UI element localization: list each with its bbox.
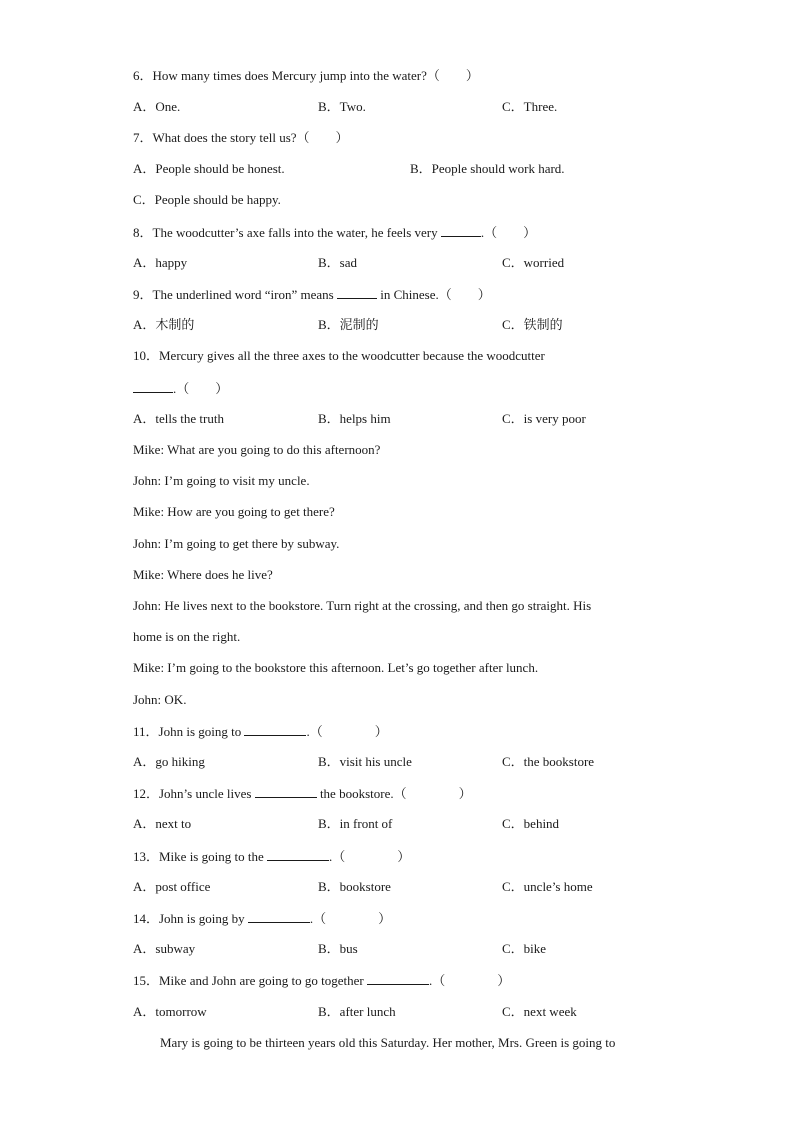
question-10-stem: 10．Mercury gives all the three axes to the woodcutter because the woodcutter [133, 348, 545, 363]
question-15-stem [133, 972, 510, 989]
question-12-stem-text: 12．John’s uncle lives [133, 786, 252, 801]
question-8-option-c[interactable]: C．worried [502, 255, 565, 270]
question-15-option-c[interactable]: C．next week [502, 1004, 577, 1019]
question-15-option-a[interactable]: A．tomorrow [133, 1004, 207, 1019]
question-12-option-b[interactable]: B．in front of [318, 816, 393, 831]
answer-blank[interactable] [267, 848, 329, 861]
dialogue-line: Mike: Where does he live? [133, 567, 273, 582]
question-14-option-c[interactable]: C．bike [502, 941, 547, 956]
question-9-stem-end: in Chinese.（ ） [380, 287, 491, 302]
answer-blank[interactable] [255, 785, 317, 798]
question-12-option-c[interactable]: C．behind [502, 816, 560, 831]
question-7-option-c[interactable]: C．People should be happy. [133, 192, 281, 207]
question-11-option-b[interactable]: B．visit his uncle [318, 754, 412, 769]
question-13-stem-end: .（ ） [328, 849, 411, 864]
answer-blank[interactable] [337, 286, 377, 299]
question-6-option-c[interactable]: C．Three. [502, 99, 558, 114]
question-9-option-c[interactable]: C．铁制的 [502, 317, 563, 332]
passage-paragraph: Mary is going to be thirteen years old this Saturday. Her mother, Mrs. Green is going to [160, 1035, 616, 1050]
question-11-stem [133, 723, 388, 740]
question-15-option-b[interactable]: B．after lunch [318, 1004, 396, 1019]
question-13-stem [133, 848, 410, 865]
question-13-option-c[interactable]: C．uncle’s home [502, 879, 593, 894]
dialogue-line: John: I’m going to visit my uncle. [133, 473, 310, 488]
question-10-option-a[interactable]: A．tells the truth [133, 411, 224, 426]
question-9-stem-text: 9．The underlined word “iron” means [133, 287, 334, 302]
question-9-option-a[interactable]: A．木制的 [133, 317, 195, 332]
question-10-option-c[interactable]: C．is very poor [502, 411, 586, 426]
question-13-option-b[interactable]: B．bookstore [318, 879, 391, 894]
question-13-option-a[interactable]: A．post office [133, 879, 211, 894]
question-8-stem-text: 8．The woodcutter’s axe falls into the water, he feels very [133, 225, 438, 240]
question-8-stem-end: .（ ） [480, 225, 537, 240]
answer-blank[interactable] [244, 723, 306, 736]
question-14-stem-end: .（ ） [309, 911, 392, 926]
question-7-stem: 7．What does the story tell us?（ ） [133, 130, 349, 145]
question-6-stem: 6．How many times does Mercury jump into the water?（ ） [133, 68, 479, 83]
question-8-option-a[interactable]: A．happy [133, 255, 188, 270]
question-6-option-b[interactable]: B．Two. [318, 99, 366, 114]
question-11-stem-end: .（ ） [306, 724, 388, 739]
question-8-option-b[interactable]: B．sad [318, 255, 358, 270]
question-14-option-b[interactable]: B．bus [318, 941, 358, 956]
dialogue-line: Mike: How are you going to get there? [133, 504, 335, 519]
question-7-option-b[interactable]: B．People should work hard. [410, 161, 565, 176]
answer-blank[interactable] [367, 972, 429, 985]
dialogue-line: Mike: What are you going to do this afternoon? [133, 442, 381, 457]
question-10-stem-cont [133, 380, 228, 397]
question-8-stem [133, 224, 536, 241]
question-15-stem-end: .（ ） [428, 973, 511, 988]
dialogue-line: home is on the right. [133, 629, 241, 644]
question-11-option-c[interactable]: C．the bookstore [502, 754, 595, 769]
question-9-stem [133, 286, 491, 303]
question-12-stem [133, 785, 472, 802]
question-10-stem-end: .（ ） [173, 381, 229, 396]
question-14-stem-text: 14．John is going by [133, 911, 245, 926]
question-10-option-b[interactable]: B．helps him [318, 411, 391, 426]
dialogue-line: John: OK. [133, 692, 187, 707]
question-7-option-a[interactable]: A．People should be honest. [133, 161, 285, 176]
question-14-option-a[interactable]: A．subway [133, 941, 196, 956]
answer-blank[interactable] [133, 380, 173, 393]
question-13-stem-text: 13．Mike is going to the [133, 849, 264, 864]
dialogue-line: John: I’m going to get there by subway. [133, 536, 340, 551]
question-6-option-a[interactable]: A．One. [133, 99, 181, 114]
question-14-stem [133, 910, 391, 927]
question-12-stem-end: the bookstore.（ ） [319, 786, 472, 801]
dialogue-line: John: He lives next to the bookstore. Turn right at the crossing, and then go straight. His [133, 598, 592, 613]
question-11-option-a[interactable]: A．go hiking [133, 754, 205, 769]
dialogue-line: Mike: I’m going to the bookstore this afternoon. Let’s go together after lunch. [133, 660, 539, 675]
question-12-option-a[interactable]: A．next to [133, 816, 192, 831]
answer-blank[interactable] [248, 910, 310, 923]
question-15-stem-text: 15．Mike and John are going to go together [133, 973, 364, 988]
question-9-option-b[interactable]: B．泥制的 [318, 317, 379, 332]
answer-blank[interactable] [441, 224, 481, 237]
question-11-stem-text: 11．John is going to [133, 724, 242, 739]
